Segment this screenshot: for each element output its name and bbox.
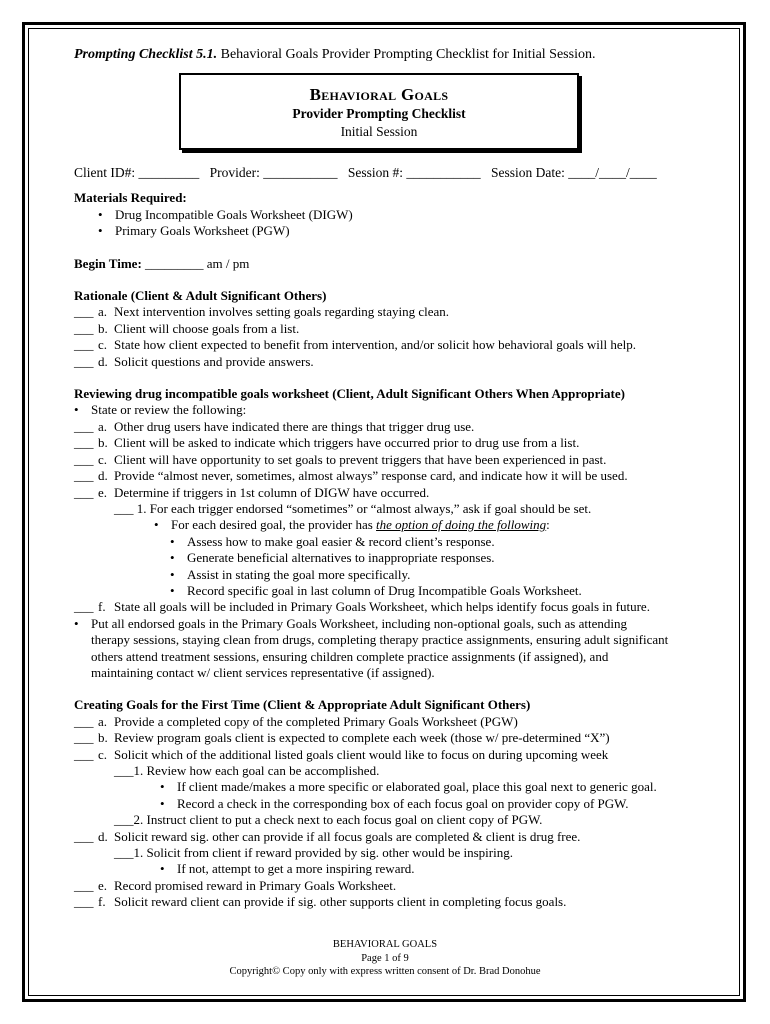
checklist-item — [74, 321, 714, 337]
page-footer — [0, 938, 770, 979]
sub-checklist-item[interactable]: ___2. Instruct client to put a check next to each focus goal on client copy of PGW. — [114, 812, 543, 828]
sub-bullet-text: If client made/makes a more specific or elaborated goal, place this goal next to generic goal. — [177, 779, 657, 795]
list-item — [74, 583, 714, 599]
item-text: Record promised reward in Primary Goals Worksheet. — [114, 877, 397, 893]
check-blank[interactable]: ___ — [74, 713, 94, 729]
materials-heading: Materials Required: — [74, 190, 187, 206]
item-letter: b. — [98, 730, 108, 746]
item-letter: a. — [98, 304, 108, 320]
checklist-item — [74, 419, 714, 435]
caption-text: Behavioral Goals Provider Prompting Checklist for Initial Session. — [217, 47, 596, 62]
item-text: Solicit which of the additional listed goals client would like to focus on during upcoming week — [114, 746, 609, 762]
list-item — [74, 534, 714, 550]
option-item: Record specific goal in last column of Drug Incompatible Goals Worksheet. — [187, 582, 582, 598]
caption-label: Prompting Checklist 5.1. — [74, 47, 218, 62]
rationale-section — [74, 288, 714, 370]
sub-checklist-item[interactable]: ___ 1. For each trigger endorsed “sometimes” or “almost always,” ask if goal should be set. — [114, 500, 592, 516]
check-blank[interactable]: ___ — [74, 451, 94, 467]
option-intro — [171, 517, 550, 533]
bullet-icon — [170, 583, 187, 599]
bullet-icon — [154, 517, 171, 533]
bullet-icon — [98, 223, 115, 239]
item-text: State all goals will be included in Primary Goals Worksheet, which helps identify focus goals in future. — [114, 599, 650, 615]
list-item — [74, 207, 714, 223]
reviewing-intro: State or review the following: — [91, 402, 247, 418]
footer-title: BEHAVIORAL GOALS — [332, 939, 438, 950]
item-letter: c. — [98, 337, 108, 353]
item-text: Determine if triggers in 1st column of DIGW have occurred. — [114, 484, 430, 500]
item-text: Client will be asked to indicate which triggers have occurred prior to drug use from a list. — [114, 435, 580, 451]
item-letter: f. — [98, 894, 106, 910]
item-letter: a. — [98, 713, 108, 729]
check-blank[interactable]: ___ — [74, 746, 94, 762]
checklist-item — [74, 337, 714, 353]
item-text: State how client expected to benefit from intervention, and/or solicit how behavioral goals will help. — [114, 337, 637, 353]
paragraph-line: therapy sessions, staying clean from drugs, completing therapy practice assignments, ensuring adult significant — [91, 632, 669, 648]
item-text: Next intervention involves setting goals regarding staying clean. — [114, 304, 450, 320]
item-letter: c. — [98, 451, 108, 467]
checklist-item — [74, 485, 714, 501]
check-blank[interactable]: ___ — [74, 337, 94, 353]
header-fields — [74, 165, 714, 181]
item-letter: e. — [98, 877, 108, 893]
materials-section — [74, 190, 714, 239]
bullet-icon — [170, 550, 187, 566]
bullet-icon — [170, 567, 187, 583]
checklist-item — [74, 452, 714, 468]
item-letter: b. — [98, 320, 108, 336]
option-item: Generate beneficial alternatives to inappropriate responses. — [187, 550, 495, 566]
sub-bullet-text: Record a check in the corresponding box of each focus goal on provider copy of PGW. — [177, 795, 629, 811]
checklist-item — [74, 878, 714, 894]
session-number-field[interactable]: Session #: ___________ — [347, 165, 481, 180]
rationale-heading: Rationale (Client & Adult Significant Others) — [74, 288, 327, 304]
checklist-item — [74, 829, 714, 845]
client-id-field[interactable]: Client ID#: _________ — [74, 165, 200, 180]
item-letter: e. — [98, 484, 108, 500]
document-body — [74, 46, 714, 911]
item-text: Solicit questions and provide answers. — [114, 353, 314, 369]
checklist-item — [74, 435, 714, 451]
checklist-item — [74, 747, 714, 763]
item-text: Other drug users have indicated there are things that trigger drug use. — [114, 418, 475, 434]
item-letter: d. — [98, 353, 108, 369]
begin-time-line — [74, 256, 714, 272]
item-letter: d. — [98, 468, 108, 484]
reviewing-heading: Reviewing drug incompatible goals worksheet (Client, Adult Significant Others When Appropriate) — [74, 386, 625, 402]
bullet-icon — [170, 534, 187, 550]
checklist-item — [74, 468, 714, 484]
put-all-paragraph — [91, 616, 668, 682]
option-item: Assess how to make goal easier & record client’s response. — [187, 533, 495, 549]
checklist-item — [74, 714, 714, 730]
session-date-field[interactable]: Session Date: ____/____/____ — [491, 165, 657, 180]
list-item — [74, 517, 714, 533]
item-letter: b. — [98, 435, 108, 451]
check-blank[interactable]: ___ — [74, 435, 94, 451]
list-item — [74, 567, 714, 583]
check-blank[interactable]: ___ — [74, 894, 94, 910]
sub-checklist-item[interactable]: ___1. Solicit from client if reward provided by sig. other would be inspiring. — [114, 845, 513, 861]
list-item — [74, 779, 714, 795]
bullet-icon — [160, 779, 177, 795]
copyright-notice: Copyright© Copy only with express written consent of Dr. Brad Donohue — [229, 966, 541, 977]
check-blank[interactable]: ___ — [74, 320, 94, 336]
bullet-icon — [160, 796, 177, 812]
option-intro-emphasis: the option of doing the following — [376, 517, 547, 533]
list-item — [74, 550, 714, 566]
checklist-item — [74, 304, 714, 320]
check-blank[interactable]: ___ — [74, 730, 94, 746]
creating-section — [74, 697, 714, 910]
paragraph-line: Put all endorsed goals in the Primary Goals Worksheet, including non-optional goals, such as attending — [91, 615, 627, 631]
list-item — [74, 861, 714, 877]
begin-time-label: Begin Time: — [74, 255, 142, 271]
page-number: Page 1 of 9 — [361, 952, 409, 964]
list-item — [74, 223, 714, 239]
bullet-icon — [160, 861, 177, 877]
paragraph-line: maintaining contact w/ client services representative (if assigned). — [91, 664, 435, 680]
title-box — [179, 73, 579, 150]
check-blank[interactable]: ___ — [74, 877, 94, 893]
sub-bullet-text: If not, attempt to get a more inspiring reward. — [177, 861, 415, 877]
bullet-icon — [98, 207, 115, 223]
provider-field[interactable]: Provider: ___________ — [209, 165, 338, 180]
check-blank[interactable]: ___ — [74, 468, 94, 484]
material-item: Drug Incompatible Goals Worksheet (DIGW) — [115, 206, 353, 222]
check-blank[interactable]: ___ — [74, 828, 94, 844]
bullet-icon — [74, 402, 91, 418]
document-subtitle: Provider Prompting Checklist — [292, 106, 466, 121]
item-text: Provide a completed copy of the completed Primary Goals Worksheet (PGW) — [114, 713, 518, 729]
item-letter: f. — [98, 599, 106, 615]
figure-caption — [74, 46, 714, 64]
paragraph-line: others attend treatment sessions, ensuring children complete practice assignments (if assigned), and — [91, 648, 609, 664]
check-blank[interactable]: ___ — [74, 484, 94, 500]
option-intro-text: For each desired goal, the provider has — [171, 517, 377, 533]
list-item — [74, 402, 714, 418]
option-item: Assist in stating the goal more specifically. — [187, 566, 411, 582]
option-intro-colon: : — [546, 517, 550, 533]
item-text: Client will have opportunity to set goals to prevent triggers that have been experienced in past. — [114, 451, 607, 467]
check-blank[interactable]: ___ — [74, 353, 94, 369]
check-blank[interactable]: ___ — [74, 418, 94, 434]
session-label: Initial Session — [340, 124, 418, 139]
item-text: Review program goals client is expected to complete each week (those w/ pre-determined “X”) — [114, 730, 610, 746]
checklist-item — [74, 894, 714, 910]
list-item — [74, 616, 714, 682]
item-text: Provide “almost never, sometimes, almost always” response card, and indicate how it will be used. — [114, 468, 628, 484]
item-text: Solicit reward client can provide if sig. other supports client in completing focus goals. — [114, 894, 567, 910]
checklist-item — [74, 599, 714, 615]
checklist-item — [74, 354, 714, 370]
check-blank[interactable]: ___ — [74, 304, 94, 320]
check-blank[interactable]: ___ — [74, 599, 94, 615]
item-letter: a. — [98, 418, 108, 434]
reviewing-section — [74, 386, 714, 681]
item-letter: d. — [98, 828, 108, 844]
item-letter: c. — [98, 746, 108, 762]
checklist-item — [74, 730, 714, 746]
document-title: Behavioral Goals — [309, 85, 449, 104]
material-item: Primary Goals Worksheet (PGW) — [115, 223, 290, 239]
sub-checklist-item[interactable]: ___1. Review how each goal can be accomplished. — [114, 763, 380, 778]
list-item — [74, 796, 714, 812]
item-text: Solicit reward sig. other can provide if all focus goals are completed & client is drug free. — [114, 828, 581, 844]
creating-heading: Creating Goals for the First Time (Client & Appropriate Adult Significant Others) — [74, 697, 531, 713]
item-text: Client will choose goals from a list. — [114, 320, 300, 336]
bullet-icon — [74, 616, 91, 682]
begin-time-field[interactable]: _________ am / pm — [141, 255, 250, 271]
